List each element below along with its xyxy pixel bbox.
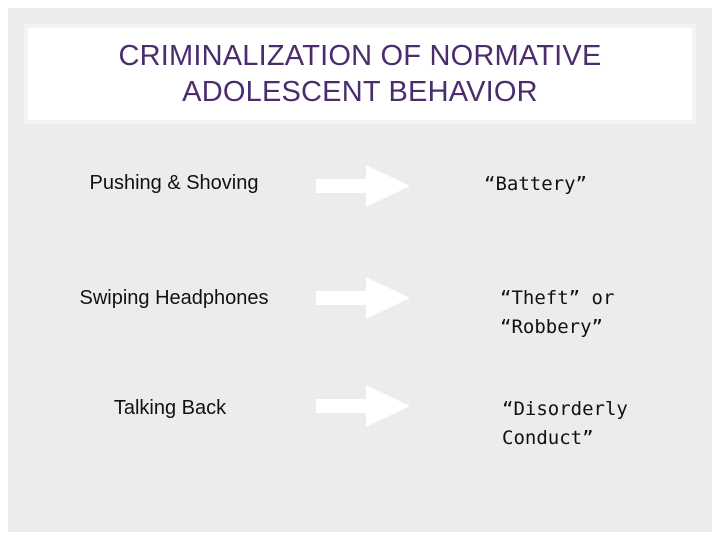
slide-title-line-2: ADOLESCENT BEHAVIOR <box>182 76 538 108</box>
behavior-label-swiping: Swiping Headphones <box>79 287 269 309</box>
charge-line-1: “Theft” or <box>500 287 615 309</box>
right-arrow-icon <box>316 165 410 207</box>
charge-label-disorderly <box>502 395 628 453</box>
charge-line-1: “Battery” <box>484 173 587 195</box>
charge-line-1: “Disorderly <box>502 398 628 420</box>
behavior-label-talking-back: Talking Back <box>113 397 227 419</box>
title-box <box>24 24 696 124</box>
charge-line-2: “Robbery” <box>500 316 603 338</box>
behavior-label-pushing: Pushing & Shoving <box>89 172 259 194</box>
slide-title-line-1: CRIMINALIZATION OF NORMATIVE <box>118 40 602 72</box>
charge-label-theft <box>500 284 614 342</box>
charge-line-2: Conduct” <box>502 427 594 449</box>
charge-label-battery <box>484 170 587 199</box>
right-arrow-icon <box>316 277 410 319</box>
right-arrow-icon <box>316 385 410 427</box>
